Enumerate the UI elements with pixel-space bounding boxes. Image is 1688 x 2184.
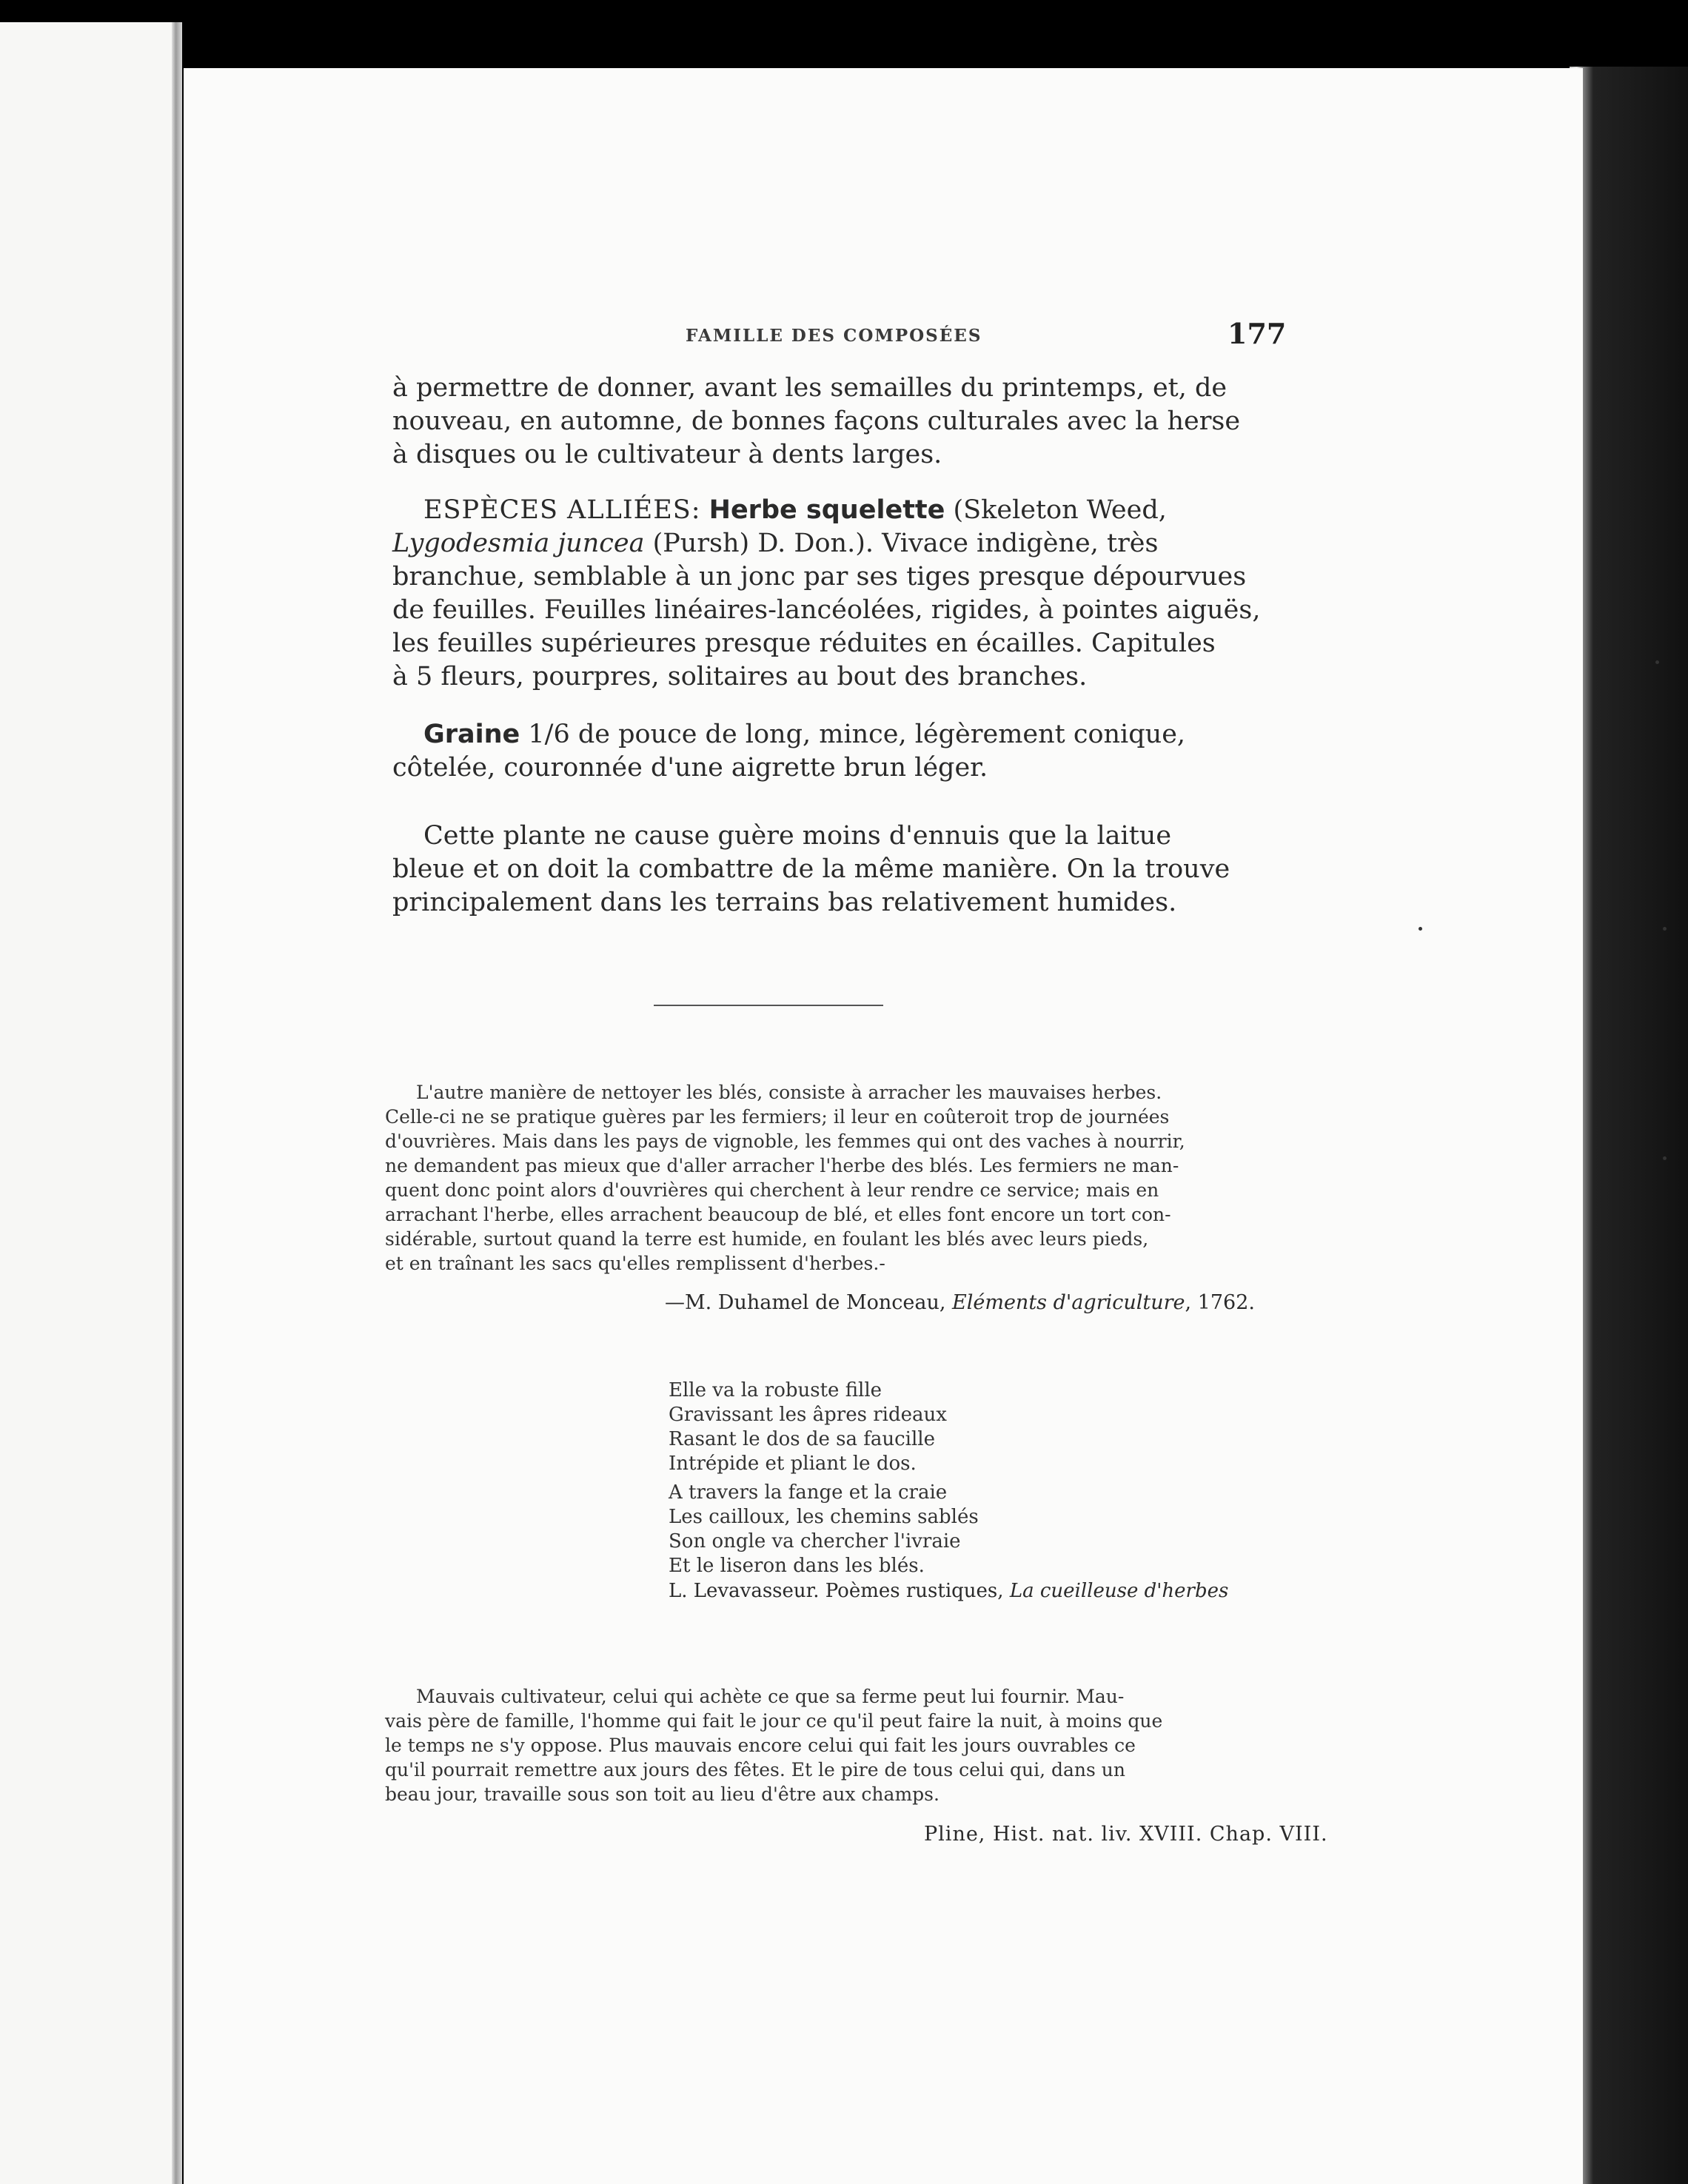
quote-line: Celle-ci ne se pratique guères par les fermiers; il leur en coûteroit trop de journées <box>385 1106 1170 1128</box>
text-line: principalement dans les terrains bas relativement humides. <box>392 888 1177 917</box>
paragraph-allied-species <box>392 494 1259 694</box>
running-head: FAMILLE DES COMPOSÉES <box>686 326 982 346</box>
verse-line: Les cailloux, les chemins sablés <box>669 1506 979 1528</box>
quote-line: et en traînant les sacs qu'elles remplissent d'herbes.- <box>385 1253 885 1274</box>
quote-line: quent donc point alors d'ouvrières qui cherchent à leur rendre ce service; mais en <box>385 1179 1159 1201</box>
paragraph-seed <box>392 718 1259 785</box>
scan-speck <box>1655 660 1659 664</box>
quote-line: d'ouvrières. Mais dans les pays de vignoble, les femmes qui ont des vaches à nourrir, <box>385 1130 1185 1152</box>
attribution-work: La cueilleuse d'herbes <box>1009 1580 1229 1602</box>
quote-line: Mauvais cultivateur, celui qui achète ce que sa ferme peut lui fournir. Mau- <box>416 1686 1125 1707</box>
quote-line: le temps ne s'y oppose. Plus mauvais encore celui qui fait les jours ouvrables ce <box>385 1735 1136 1756</box>
paragraph-control <box>392 820 1259 920</box>
text-line: côtelée, couronnée d'une aigrette brun léger. <box>392 753 988 783</box>
book-gutter <box>172 22 182 2184</box>
book-page <box>184 68 1583 2184</box>
attribution-year: , 1762. <box>1185 1291 1255 1314</box>
verse-stanza <box>669 1379 947 1476</box>
text-line <box>392 494 1259 527</box>
text-line: branchue, semblable à un jonc par ses tiges presque dépourvues <box>392 562 1247 592</box>
text-line: à 5 fleurs, pourpres, solitaires au bout des branches. <box>392 662 1088 691</box>
attribution-author: —M. Duhamel de Monceau, <box>665 1291 953 1314</box>
latin-name: Lygodesmia juncea <box>392 529 645 558</box>
common-name: Herbe squelette <box>709 495 945 525</box>
verse-attribution <box>669 1580 1228 1602</box>
quote-attribution: Pline, Hist. nat. liv. XVIII. Chap. VIII. <box>924 1823 1328 1846</box>
verse-line: Intrépide et pliant le dos. <box>669 1453 917 1475</box>
left-page-margin <box>0 22 178 2184</box>
quote-line: beau jour, travaille sous son toit au lieu d'être aux champs. <box>385 1783 940 1805</box>
text-line <box>392 718 1259 751</box>
quote-line: ne demandent pas mieux que d'aller arracher l'herbe des blés. Les fermiers ne man- <box>385 1155 1179 1176</box>
attribution-work: Eléments d'agriculture <box>952 1291 1185 1314</box>
quote-line: L'autre manière de nettoyer les blés, consiste à arracher les mauvaises herbes. <box>416 1082 1162 1103</box>
verse-line: Gravissant les âpres rideaux <box>669 1404 947 1426</box>
text-line: bleue et on doit la combattre de la même manière. On la trouve <box>392 854 1230 884</box>
section-heading: ESPÈCES ALLIÉES: <box>423 495 701 525</box>
scan-speck <box>1419 927 1422 931</box>
verse-line: A travers la fange et la craie <box>669 1481 948 1504</box>
verse-line: Elle va la robuste fille <box>669 1379 882 1401</box>
quote-attribution <box>665 1291 1255 1314</box>
text-line: les feuilles supérieures presque réduites en écailles. Capitules <box>392 629 1216 658</box>
text-line: à disques ou le cultivateur à dents larges. <box>392 440 942 469</box>
quote-duhamel <box>385 1080 1238 1276</box>
paragraph-continuation <box>392 372 1259 472</box>
seed-label: Graine <box>423 720 520 749</box>
text-line: de feuilles. Feuilles linéaires-lancéolées, rigides, à pointes aiguës, <box>392 595 1261 625</box>
verse-line: Rasant le dos de sa faucille <box>669 1428 936 1450</box>
scan-speck <box>1663 927 1667 931</box>
separator-rule <box>654 1005 883 1006</box>
attribution-author: L. Levavasseur. Poèmes rustiques, <box>669 1580 1010 1602</box>
quote-line: arrachant l'herbe, elles arrachent beaucoup de blé, et elles font encore un tort con- <box>385 1204 1171 1225</box>
page-number: 177 <box>1228 317 1287 350</box>
text-line: nouveau, en automne, de bonnes façons culturales avec la herse <box>392 406 1241 436</box>
quote-pline <box>385 1684 1238 1806</box>
text-fragment: (Skeleton Weed, <box>945 495 1167 525</box>
scan-speck <box>1663 1156 1667 1160</box>
verse-line: Et le liseron dans les blés. <box>669 1555 925 1577</box>
text-line <box>392 527 1259 560</box>
quote-line: sidérable, surtout quand la terre est humide, en foulant les blés avec leurs pieds, <box>385 1228 1149 1250</box>
verse-line: Son ongle va chercher l'ivraie <box>669 1530 961 1552</box>
text-line: Cette plante ne cause guère moins d'ennuis que la laitue <box>423 821 1172 851</box>
text-fragment: 1/6 de pouce de long, mince, légèrement conique, <box>520 720 1186 749</box>
quote-line: vais père de famille, l'homme qui fait le jour ce qu'il peut faire la nuit, à moins que <box>385 1710 1163 1732</box>
text-line: à permettre de donner, avant les semailles du printemps, et, de <box>392 373 1228 403</box>
text-fragment: (Pursh) D. Don.). Vivace indigène, très <box>644 529 1159 558</box>
quote-line: qu'il pourrait remettre aux jours des fêtes. Et le pire de tous celui qui, dans un <box>385 1759 1125 1781</box>
verse-stanza <box>669 1481 979 1578</box>
page-stack-edge <box>1570 67 1688 2184</box>
